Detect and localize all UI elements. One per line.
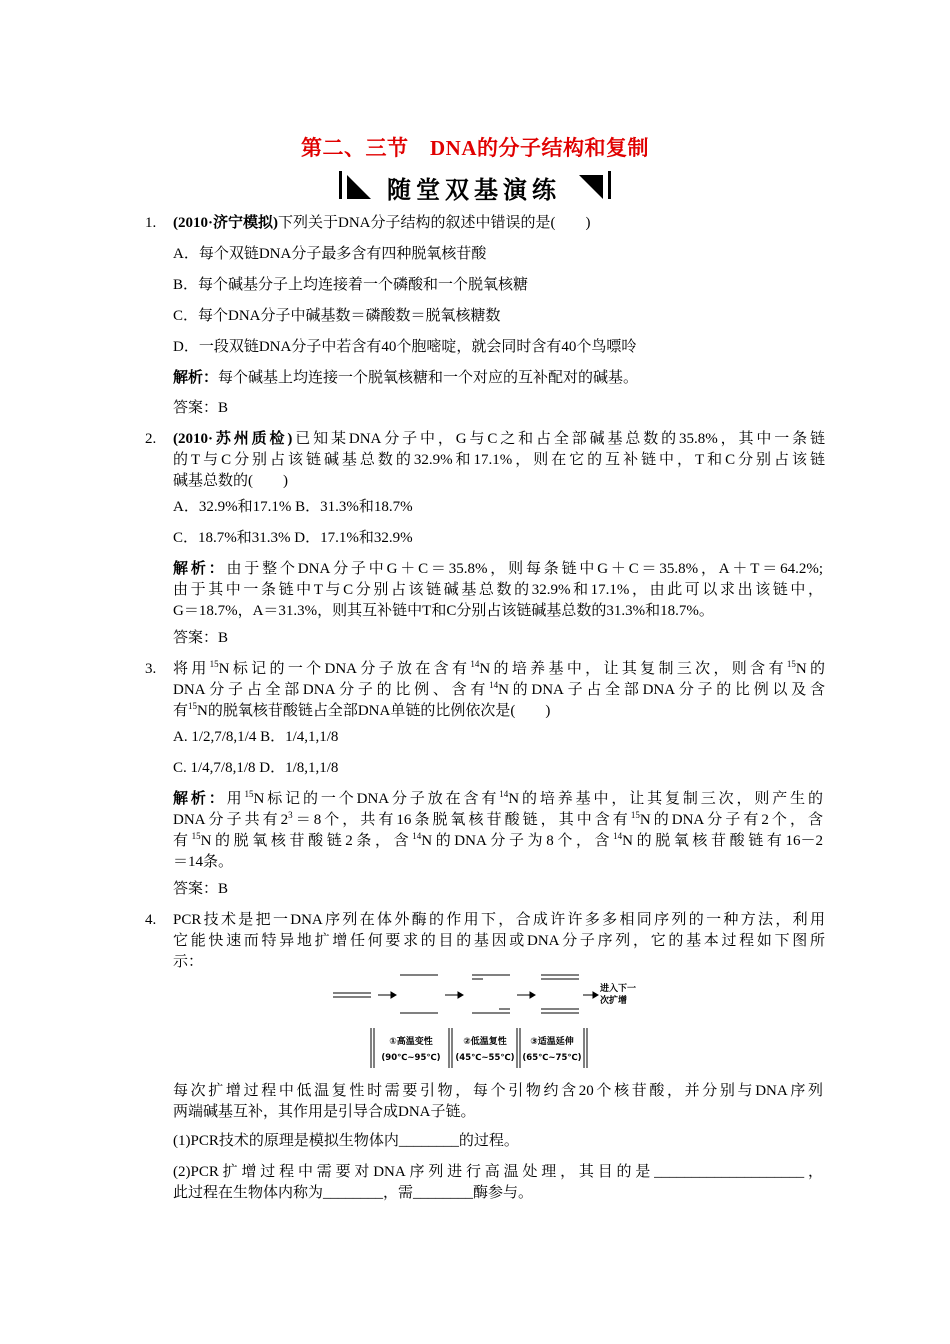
isotope-superscript: 15 [786, 659, 796, 669]
question-text-line: 两端碱基互补，其作用是引导合成DNA子链。 [173, 1104, 476, 1120]
step-temperature: (45℃~55℃) [455, 1053, 515, 1063]
question-stem-line: 的T与C分别占该链碱基总数的32.9%和17.1%，则在它的互补链中，T和C分别占该链 [173, 452, 825, 468]
step-name: ③适温延伸 [530, 1037, 574, 1047]
analysis-text: N的DNA分子为8个，含 [421, 833, 614, 849]
isotope-superscript: 15 [209, 659, 219, 669]
question-3 [145, 659, 825, 722]
stem-text: 将用 [173, 661, 210, 677]
question-2 [145, 429, 825, 492]
question-source: (2010·济宁模拟) [173, 215, 278, 231]
option-b: B．每个碱基分子上均连接着一个磷酸和一个脱氧核糖 [173, 277, 529, 293]
sub-question-2-continued: 此过程在生物体内称为________，需________酶参与。 [173, 1185, 534, 1201]
pcr-process-diagram [325, 968, 655, 1072]
analysis-line: 由于其中一条链中T与C分别占该链碱基总数的32.9%和17.1%，由此可以求出该链中， [173, 582, 823, 598]
question-number: 1. [145, 215, 157, 231]
question-number: 3. [145, 661, 157, 677]
step-temperature: (65℃~75℃) [522, 1053, 582, 1063]
dna-strands [333, 975, 579, 1013]
analysis-text: 每个碱基上均连接一个脱氧核糖和一个对应的互补配对的碱基。 [218, 370, 639, 386]
analysis [173, 368, 823, 389]
next-cycle-label: 进入下一 [600, 984, 637, 994]
question-stem-line: 碱基总数的( ) [173, 473, 288, 489]
question-text-line: 每次扩增过程中低温复性时需要引物，每个引物约含20个核苷酸，并分别与DNA序列 [173, 1083, 823, 1099]
sub-question-2: (2)PCR扩增过程中需要对DNA序列进行高温处理，其目的是____________________， [173, 1164, 823, 1180]
answer: 答案：B [173, 400, 229, 416]
stem-text: N标记的一个DNA分子放在含有 [218, 661, 471, 677]
question-stem-line: 示： [173, 954, 204, 970]
stem-text: N的DNA子占全部DNA分子的比例以及含 [498, 682, 825, 698]
question-number: 2. [145, 431, 157, 447]
banner-right-triangle-icon [579, 175, 603, 199]
analysis-text: N的脱氧核苷酸链有16－2 [622, 833, 823, 849]
analysis-label: 解析： [173, 561, 227, 577]
analysis-line: ＝14条。 [173, 854, 234, 870]
exponent-superscript: 3 [288, 810, 293, 820]
isotope-superscript: 15 [188, 701, 198, 711]
analysis-text: N的培养基中，让其复制三次，则产生的 [508, 791, 823, 807]
analysis-text: 由于整个DNA分子中G＋C＝35.8%，则每条链中G＋C＝35.8%，A＋T＝64.2%; [226, 561, 823, 577]
analysis-text: 有 [173, 833, 192, 849]
analysis-text: ＝8个，共有16条脱氧核苷酸链，其中含有 [292, 812, 631, 828]
option-a: A．每个双链DNA分子最多含有四种脱氧核苷酸 [173, 246, 487, 262]
analysis-text: N的DNA分子有2个，含 [639, 812, 823, 828]
isotope-superscript: 14 [499, 789, 509, 799]
question-stem-line: 它能快速而特异地扩增任何要求的目的基因或DNA分子序列，它的基本过程如下图所 [173, 933, 825, 949]
answer: 答案：B [173, 881, 229, 897]
isotope-superscript: 15 [244, 789, 254, 799]
step-temperature: (90℃~95℃) [381, 1053, 441, 1063]
analysis-line [173, 831, 823, 852]
isotope-superscript: 14 [613, 831, 623, 841]
analysis-line [173, 559, 823, 580]
question-stem: 下列关于DNA分子结构的叙述中错误的是( ) [278, 215, 591, 231]
analysis-text: N标记的一个DNA分子放在含有 [253, 791, 500, 807]
next-cycle-label: 次扩增 [600, 996, 628, 1006]
question-source: (2010·苏州质检) [173, 431, 293, 447]
analysis-text: 用 [226, 791, 245, 807]
option-row: C. 1/4,7/8,1/8 D．1/8,1,1/8 [173, 760, 339, 776]
stem-text: N的 [795, 661, 825, 677]
banner-right-bar [608, 171, 611, 199]
question-stem-line: PCR技术是把一DNA序列在体外酶的作用下，合成许许多多相同序列的一种方法，利用 [173, 912, 825, 928]
analysis-line [173, 789, 823, 810]
isotope-superscript: 15 [630, 810, 640, 820]
option-d: D．一段双链DNA分子中若含有40个胞嘧啶，就会同时含有40个鸟嘌呤 [173, 339, 637, 355]
stem-text: DNA分子占全部DNA分子的比例、含有 [173, 682, 490, 698]
question-number: 4. [145, 912, 157, 928]
banner-left-bar [339, 171, 342, 199]
isotope-superscript: 14 [412, 831, 422, 841]
isotope-superscript: 15 [191, 831, 201, 841]
step-name: ①高温变性 [389, 1037, 433, 1047]
process-arrows [378, 992, 598, 998]
stem-text: N的培养基中，让其复制三次，则含有 [479, 661, 787, 677]
option-row: A．32.9%和17.1% B．31.3%和18.7% [173, 499, 413, 515]
sub-question-1: (1)PCR技术的原理是模拟生物体内________的过程。 [173, 1133, 519, 1149]
option-row: C．18.7%和31.3% D．17.1%和32.9% [173, 530, 413, 546]
section-banner [339, 169, 611, 203]
question-stem-line: 已知某DNA分子中，G与C之和占全部碱基总数的35.8%，其中一条链 [292, 431, 825, 447]
question-1 [145, 213, 825, 234]
isotope-superscript: 14 [489, 680, 499, 690]
analysis-label: 解析： [173, 791, 227, 807]
step-name: ②低温复性 [463, 1037, 507, 1047]
stem-text: N的脱氧核苷酸链占全部DNA单链的比例依次是( ) [197, 703, 551, 719]
isotope-superscript: 14 [470, 659, 480, 669]
banner-text: 随堂双基演练 [387, 176, 561, 204]
banner-left-triangle-icon [347, 175, 371, 199]
option-row: A. 1/2,7/8,1/4 B．1/4,1,1/8 [173, 729, 339, 745]
answer: 答案：B [173, 630, 229, 646]
stem-text: 有 [173, 703, 189, 719]
page-title: 第二、三节 DNA的分子结构和复制 [301, 136, 649, 160]
analysis-line: G＝18.7%，A＝31.3%，则其互补链中T和C分别占该链碱基总数的31.3%和18.7%。 [173, 603, 714, 619]
analysis-line [173, 810, 823, 831]
option-c: C．每个DNA分子中碱基数＝磷酸数＝脱氧核糖数 [173, 308, 501, 324]
analysis-text: N的脱氧核苷酸链2条，含 [200, 833, 413, 849]
analysis-text: DNA分子共有2 [173, 812, 289, 828]
question-4 [145, 910, 825, 973]
analysis-label: 解析： [173, 370, 219, 386]
